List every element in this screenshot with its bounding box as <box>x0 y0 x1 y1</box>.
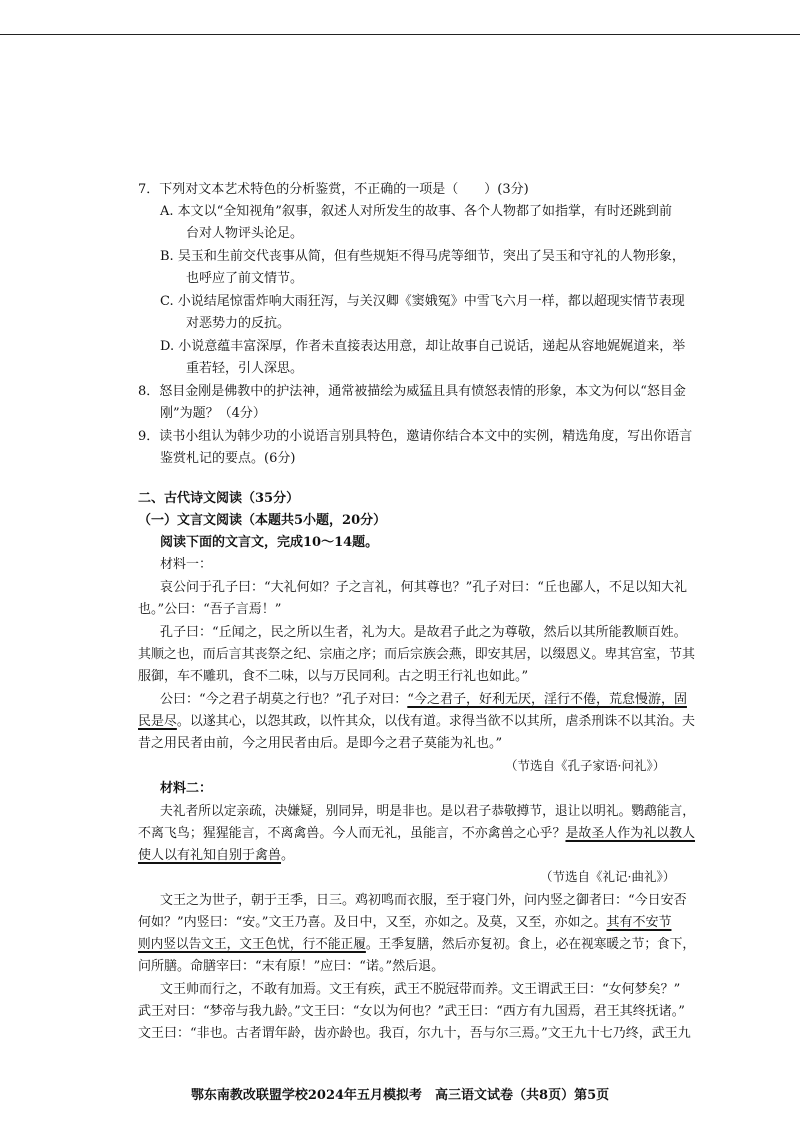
m1-para3-line1 <box>160 691 687 709</box>
m3-underlined-sentence-end: 则内竖以告文王，文王色忧，行不能正履 <box>138 937 366 952</box>
m2-underlined-sentence: 是故圣人作为礼以教人 <box>565 826 696 841</box>
question-8: 8．怒目金刚是佛教中的护法神，通常被描绘为威猛且具有愤怒表情的形象，本文为何以“怒目金 <box>138 384 686 399</box>
m2-line3-text: 。 <box>281 848 295 863</box>
q7-option-c: C. 小说结尾惊雷炸响大雨狂泻，与关汉卿《窦娥冤》中雪飞六月一样，都以超现实情节表现 <box>160 294 685 309</box>
m1-para3-text-2: 。以遂其心，以怨其政，以忤其众，以伐有道。求得当欲不以其所，虐杀刑诛不以其治。夫 <box>176 714 696 729</box>
material-1-label: 材料一： <box>160 557 213 572</box>
m2-source: （节选自《礼记·曲礼》） <box>540 869 676 884</box>
m3-underlined-sentence: 其有不安节 <box>606 915 672 930</box>
m3-para2-line1: 文王帅而行之，不敢有加焉。文王有疾，武王不脱冠带而养。文王谓武王曰：“女何梦矣？” <box>160 982 681 997</box>
q7-option-d: D. 小说意蕴丰富深厚，作者未直接表达用意，却让故事自己说话，递起从容地娓娓道来，举 <box>160 339 686 354</box>
m2-line2-text: 不离飞鸟；猩猩能言，不离禽兽。今人而无礼，虽能言，不亦禽兽之心乎？ <box>138 826 566 841</box>
m2-line2 <box>138 825 695 843</box>
m1-underlined-sentence-end: 民是尽 <box>138 714 177 729</box>
material-2-label: 材料二： <box>160 781 213 796</box>
page-footer: 鄂东南教改联盟学校2024年五月模拟考 高三语文试卷（共8页）第5页 <box>190 1088 610 1103</box>
m3-para1-line3 <box>138 936 695 954</box>
q7-option-d-cont: 重若轻，引人深思。 <box>186 361 304 376</box>
q7-option-a: A. 本文以“全知视角”叙事，叙述人对所发生的故事、各个人物都了如指掌，有时还跳到前 <box>160 204 672 219</box>
q7-option-b-cont: 也呼应了前文情节。 <box>186 271 304 286</box>
m1-para3-line2 <box>138 713 695 731</box>
q7-option-a-cont: 台对人物评头论足。 <box>186 226 304 241</box>
m1-para1-line2: 也。”公曰：“吾子言焉！” <box>138 602 282 617</box>
question-8-cont: 刚”为题？（4分） <box>160 406 266 421</box>
question-7-stem: 7．下列对文本艺术特色的分析鉴赏，不正确的一项是（ ）(3分) <box>138 182 529 197</box>
m3-para2-line3: 文王曰：“非也。古者谓年龄，齿亦龄也。我百，尔九十，吾与尔三焉。”文王九十七乃终，武王九 <box>138 1026 691 1041</box>
section-2-title: 二、古代诗文阅读（35分） <box>138 491 300 506</box>
m3-para1-line1: 文王之为世子，朝于王季，日三。鸡初鸣而衣服，至于寝门外，问内竖之御者曰：“今日安否 <box>160 893 687 908</box>
m2-line3 <box>138 847 294 865</box>
m1-underlined-sentence: “今之君子，好利无厌，淫行不倦，荒怠慢游，固 <box>407 692 687 707</box>
m3-para1-line4: 问所膳。命膳宰曰：“末有原！”应曰：“诺。”然后退。 <box>138 959 445 974</box>
m2-line1: 夫礼者所以定亲疏，决嫌疑，别同异，明是非也。是以君子恭敬撙节，退让以明礼。鹦鹉能言， <box>160 804 696 819</box>
m1-para2-line3: 服御，车不雕玑，食不二味，以与万民同利。古之明王行礼也如此。” <box>138 669 529 684</box>
m1-para2-line1: 孔子曰：“丘闻之，民之所以生者，礼为大。是故君子此之为尊敬，然后以其所能教顺百姓。 <box>160 625 687 640</box>
q7-option-c-cont: 对恶势力的反抗。 <box>186 316 291 331</box>
section-2-instruction: 阅读下面的文言文，完成10～14题。 <box>160 535 379 550</box>
q7-option-b: B. 吴玉和生前交代丧事从简，但有些规矩不得马虎等细节，突出了吴玉和守礼的人物形象， <box>160 249 685 264</box>
m3-para1-line2 <box>138 914 671 932</box>
m3-para1-text-2: 。王季复膳，然后亦复初。食上，必在视寒暖之节；食下， <box>365 937 696 952</box>
m1-para3-text: 公曰：“今之君子胡莫之行也？”孔子对曰： <box>160 692 408 707</box>
m3-para2-line2: 武王对曰：“梦帝与我九龄。”文王曰：“女以为何也？”武王曰：“西方有九国焉，君王其终抚诸。” <box>138 1004 685 1019</box>
m1-para1-line1: 哀公问于孔子曰：“大礼何如？子之言礼，何其尊也？”孔子对曰：“丘也鄙人，不足以知大礼 <box>160 580 687 595</box>
m1-source: （节选自《孔子家语·问礼》） <box>505 758 666 773</box>
section-2-subtitle: （一）文言文阅读（本题共5小题，20分） <box>138 513 387 528</box>
question-9-cont: 鉴赏札记的要点。(6分) <box>160 451 296 466</box>
m1-para3-line3: 昔之用民者由前，今之用民者由后。是即今之君子莫能为礼也。” <box>138 736 503 751</box>
question-9: 9．读书小组认为韩少功的小说语言别具特色，邀请你结合本文中的实例，精选角度，写出你语言 <box>138 429 693 444</box>
m1-para2-line2: 其顺之也，而后言其丧祭之纪、宗庙之序；而后宗族会燕，即安其居，以缀恩义。卑其宫室，节其 <box>138 647 696 662</box>
m2-underlined-sentence-end: 使人以有礼知自别于禽兽 <box>138 848 282 863</box>
m3-para1-text: 何如？”内竖曰：“安。”文王乃喜。及日中，又至，亦如之。及莫，又至，亦如之。 <box>138 915 607 930</box>
